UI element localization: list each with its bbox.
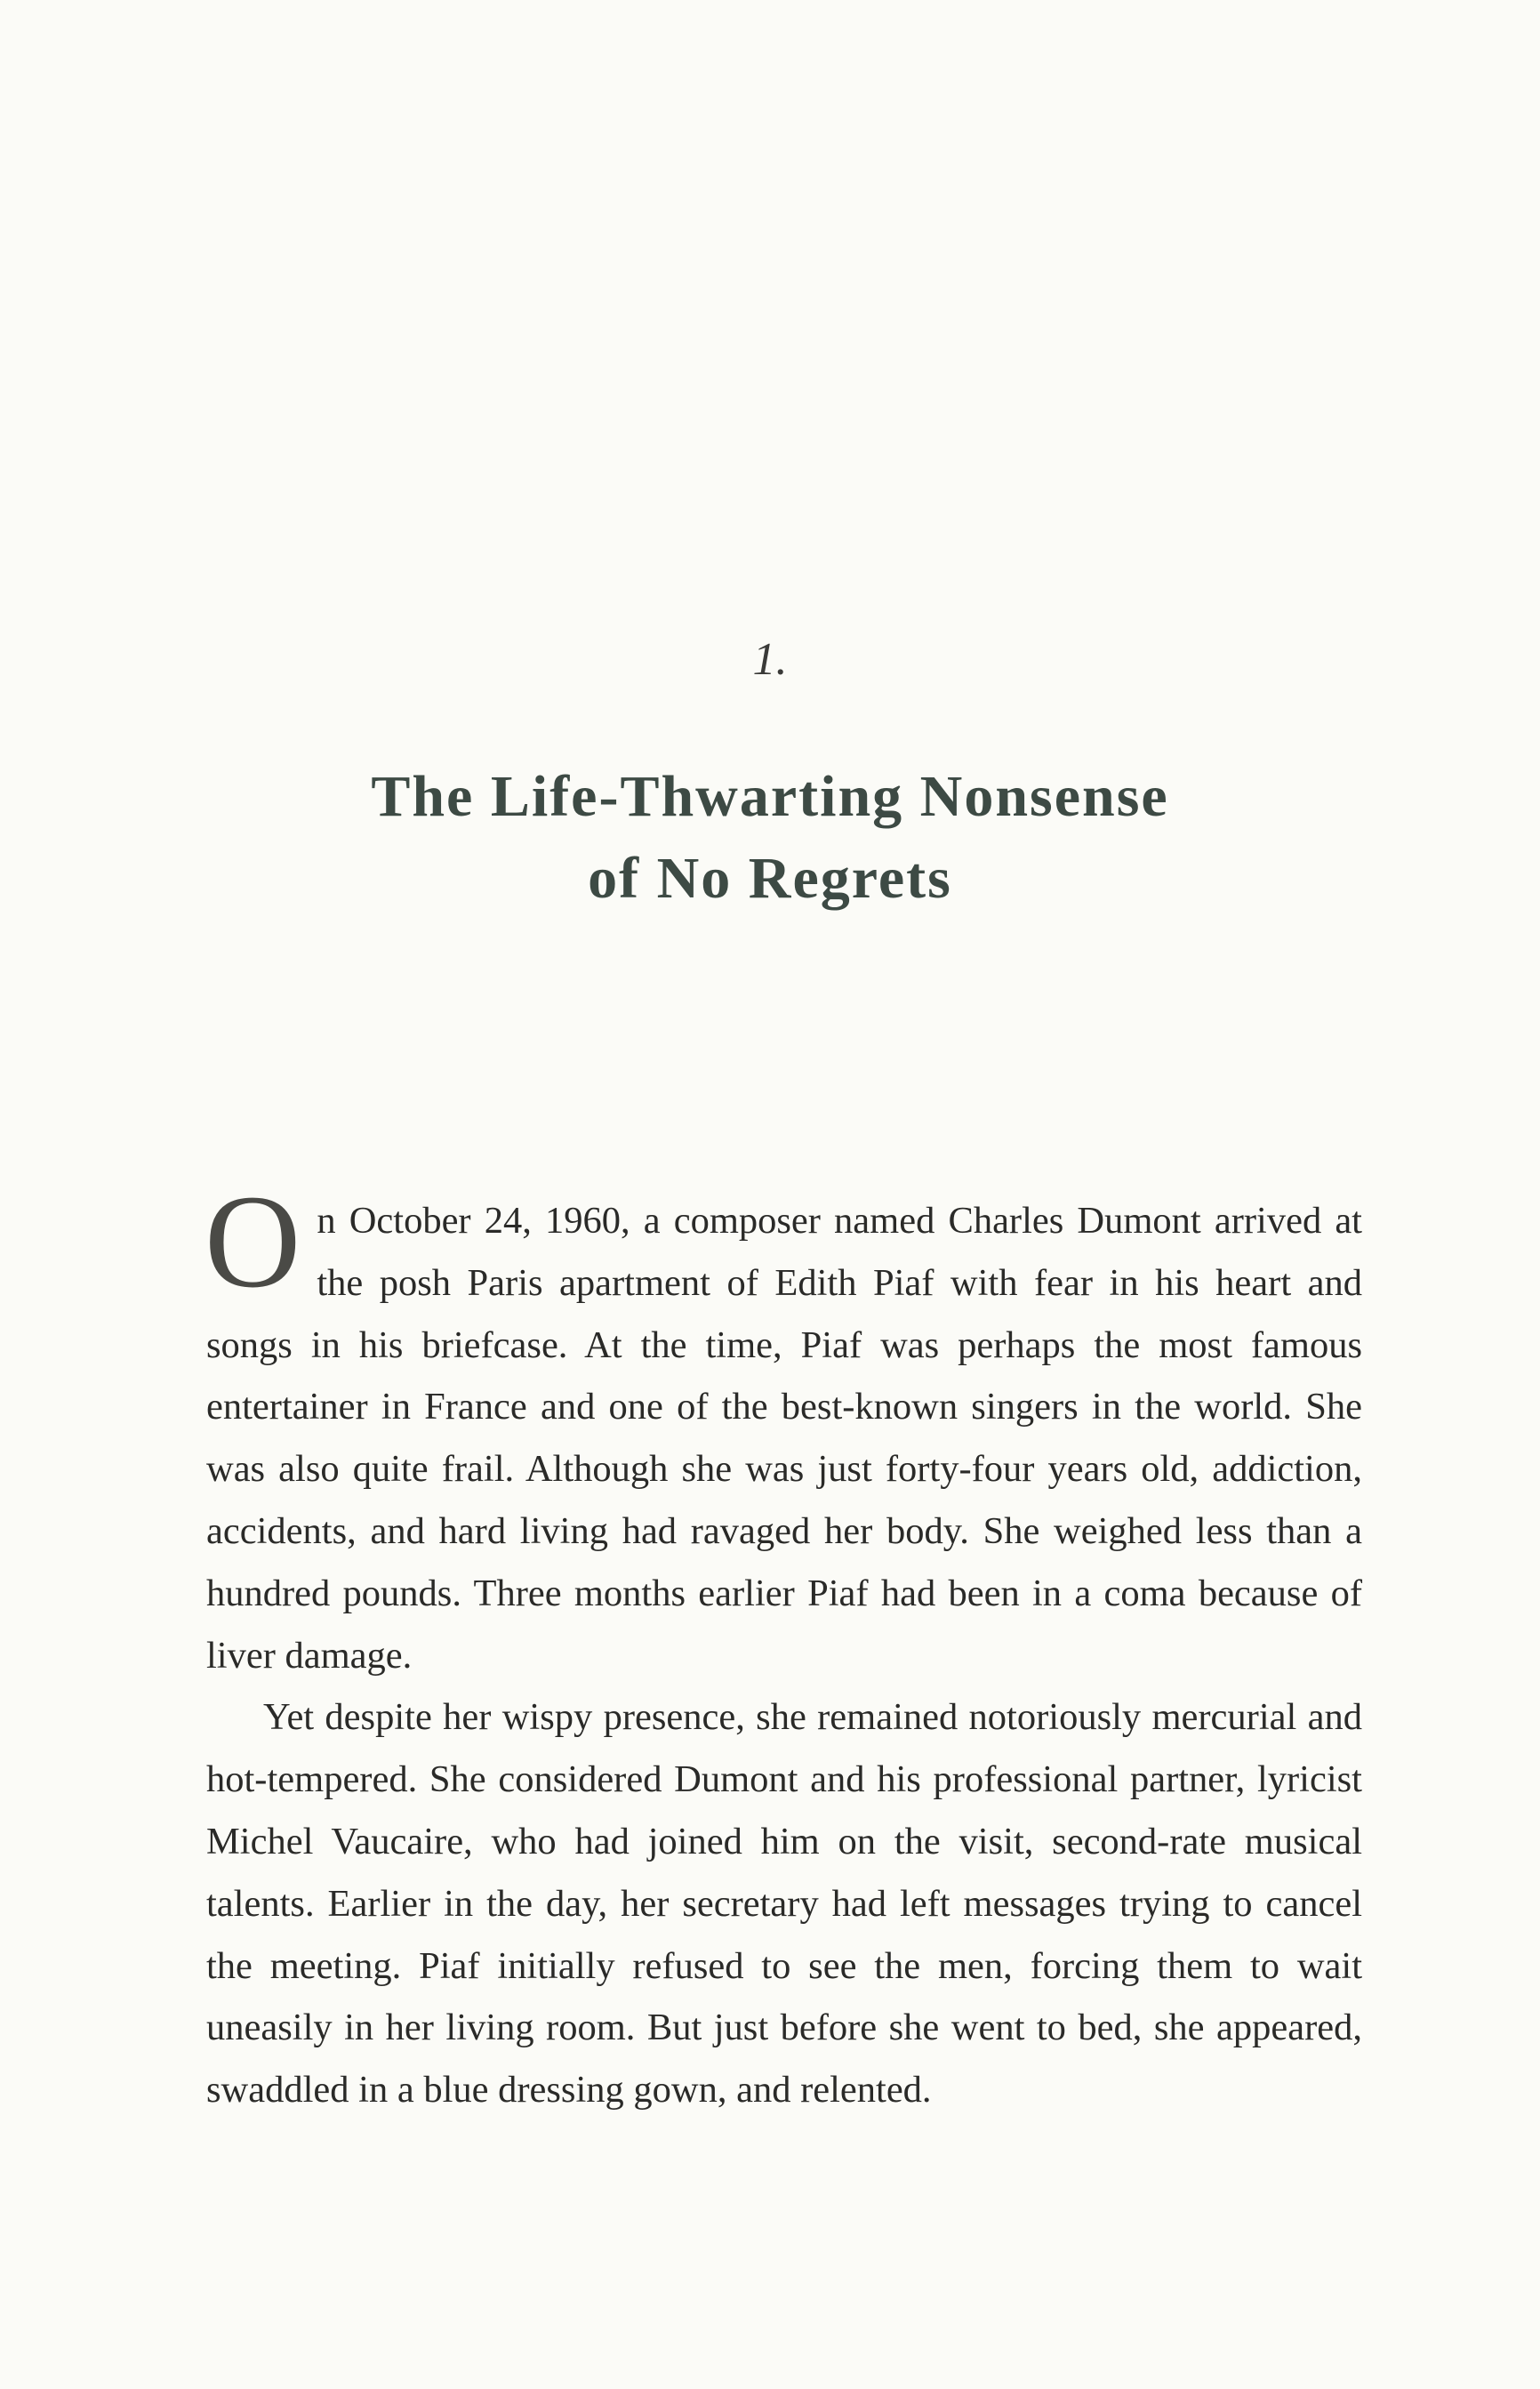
chapter-number: 1.	[752, 634, 788, 685]
chapter-body	[205, 1168, 1362, 2121]
paragraph-1	[205, 1168, 1362, 1686]
chapter-title-line-2: of No Regrets	[588, 846, 952, 911]
paragraph-2: Yet despite her wispy presence, she remained notoriously mercurial and hot-tempered. She considered Dumont and his professional partner, lyricist Michel Vaucaire, who had joined him on the visit, second-rate musical talents. Earlier in the day, her secretary had left messages trying to cancel the meeting. Piaf initially refused to see the men, forcing them to wait uneasily in her living room. But just before she went to bed, she appeared, swaddled in a blue dressing gown, and relented.	[206, 1696, 1362, 2111]
drop-cap: O	[205, 1168, 301, 1315]
chapter-title-line-1: The Life-Thwarting Nonsense	[371, 764, 1169, 829]
chapter-title	[0, 756, 1540, 920]
paragraph-1-text: n October 24, 1960, a composer named Charles Dumont arrived at the posh Paris apartment of Edith Piaf with fear in his heart and songs in his briefcase. At the time, Piaf was perhaps the most famous entertainer in France and one of the best-known singers in the world. She was also quite frail. Although she was just forty-four years old, addiction, accidents, and hard living had ravaged her body. She weighed less than a hundred pounds. Three months earlier Piaf had been in a coma because of liver damage.	[206, 1200, 1362, 1677]
